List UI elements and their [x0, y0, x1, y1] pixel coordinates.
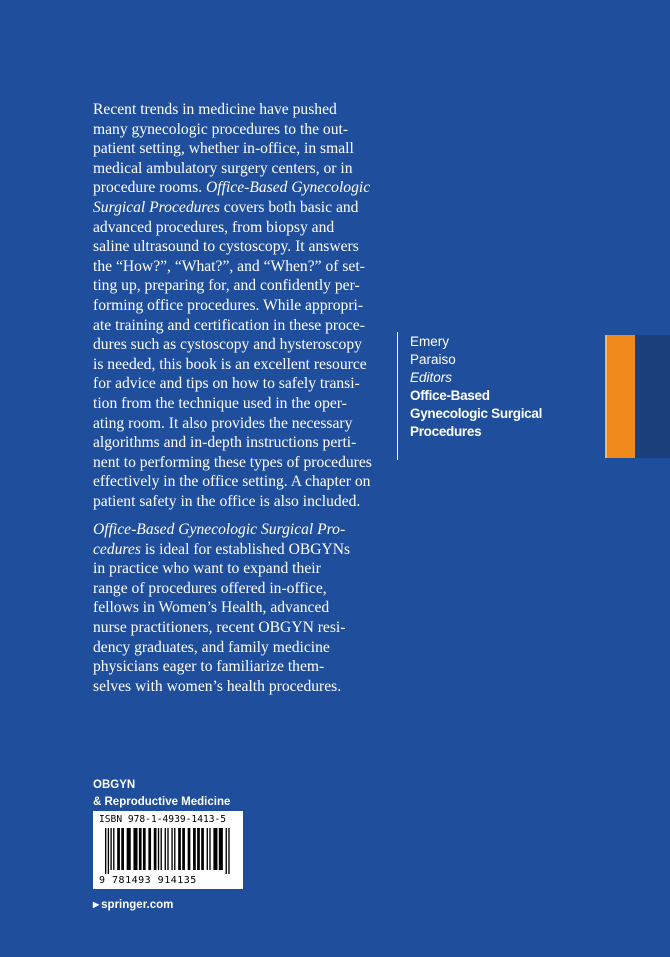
- text-line: [93, 218, 398, 238]
- text-run: nent to performing these types of procedures: [93, 453, 372, 471]
- barcode-bar: [158, 828, 159, 870]
- barcode-bar: [174, 828, 175, 870]
- text-run: tion from the technique used in the oper-: [93, 394, 347, 412]
- text-run: advanced procedures, from biopsy and: [93, 218, 335, 236]
- barcode-bar: [133, 828, 137, 870]
- barcode-bar: [165, 828, 166, 870]
- text-line: [93, 316, 398, 336]
- book-title-line: Gynecologic Surgical: [410, 406, 543, 421]
- barcode-bar: [108, 828, 109, 874]
- text-run: physicians eager to familiarize them-: [93, 658, 325, 676]
- text-run: many gynecologic procedures to the out-: [93, 120, 349, 138]
- barcode-bar: [209, 828, 210, 870]
- text-run: forming office procedures. While appropri-: [93, 296, 364, 314]
- book-meta-block: [410, 333, 542, 441]
- text-line: [93, 335, 398, 355]
- text-line: [93, 453, 398, 473]
- text-run: is needed, this book is an excellent resource: [93, 355, 367, 373]
- category-line: OBGYN: [93, 779, 136, 791]
- text-line: [93, 355, 398, 375]
- text-run: nurse practitioners, recent OBGYN resi-: [93, 618, 346, 636]
- barcode-bar: [178, 828, 181, 870]
- text-run: procedure rooms.: [93, 179, 207, 197]
- barcode-bar: [219, 828, 223, 870]
- text-line: [93, 472, 398, 492]
- text-run: effectively in the office setting. A chapter on: [93, 473, 371, 491]
- italic-title-text: Surgical Procedures: [93, 198, 220, 216]
- barcode-bar: [171, 828, 172, 870]
- barcode-bar: [207, 828, 208, 870]
- barcode-bar: [121, 828, 124, 870]
- text-run: ate training and certification in these proce-: [93, 316, 365, 334]
- text-line: [93, 638, 398, 658]
- text-run: patient safety in the office is also included.: [93, 492, 361, 510]
- barcode-digits: 9 781493 914135: [99, 875, 197, 886]
- italic-title-text: cedures: [93, 540, 141, 558]
- text-run: for advice and tips on how to safely transi-: [93, 375, 360, 393]
- text-line: [93, 579, 398, 599]
- barcode-bar: [201, 828, 204, 870]
- barcode-bar: [197, 828, 200, 870]
- barcode-bar: [228, 828, 229, 874]
- barcode-bar: [193, 828, 196, 870]
- text-run: dures such as cystoscopy and hysteroscopy: [93, 336, 362, 354]
- arrow-icon: ▶: [93, 900, 100, 909]
- barcode-bar: [117, 828, 120, 870]
- text-run: fellows in Women’s Health, advanced: [93, 599, 330, 617]
- text-line: [93, 677, 398, 697]
- author-name: Emery: [410, 334, 450, 349]
- text-run: the “How?”, “What?”, and “When?” of set-: [93, 257, 365, 275]
- barcode-bar: [148, 828, 151, 870]
- text-line: [93, 540, 398, 560]
- barcode-bar: [161, 828, 162, 870]
- text-line: [93, 374, 398, 394]
- subject-category: [93, 777, 230, 811]
- text-line: [93, 657, 398, 677]
- text-run: ating room. It also provides the necessary: [93, 414, 353, 432]
- text-line: [93, 257, 398, 277]
- text-run: patient setting, whether in-office, in small: [93, 140, 354, 158]
- text-line: [93, 559, 398, 579]
- text-line: [93, 394, 398, 414]
- barcode-bar: [143, 828, 146, 870]
- text-line: [93, 296, 398, 316]
- text-run: selves with women’s health procedures.: [93, 677, 342, 695]
- text-line: [93, 198, 398, 218]
- text-run: medical ambulatory surgery centers, or in: [93, 159, 353, 177]
- text-run: covers both basic and: [219, 198, 359, 216]
- text-run: algorithms and in-depth instructions perti-: [93, 434, 357, 452]
- text-run: is ideal for established OBGYNs: [140, 540, 351, 558]
- isbn-barcode: [93, 811, 243, 889]
- description-paragraph-2: [93, 520, 398, 696]
- text-line: [93, 492, 398, 512]
- category-line: & Reproductive Medicine: [93, 796, 231, 808]
- text-line: [93, 414, 398, 434]
- barcode-bar: [182, 828, 185, 870]
- text-line: [93, 100, 398, 120]
- barcode-bar: [110, 828, 111, 870]
- text-line: [93, 520, 398, 540]
- barcode-bars: [105, 828, 233, 874]
- text-run: ting up, preparing for, and confidently per-: [93, 277, 360, 295]
- text-run: Recent trends in medicine have pushed: [93, 101, 337, 118]
- publisher-url: springer.com: [101, 899, 174, 911]
- italic-title-text: Office-Based Gynecologic Surgical Pro-: [93, 521, 346, 538]
- text-line: [93, 433, 398, 453]
- dark-accent-bar: [635, 335, 670, 458]
- description-paragraph-1: [93, 100, 398, 511]
- text-line: [93, 139, 398, 159]
- author-name: Paraiso: [410, 352, 456, 367]
- editors-label: Editors: [410, 370, 453, 385]
- text-line: [93, 276, 398, 296]
- text-run: dency graduates, and family medicine: [93, 638, 330, 656]
- barcode-bar: [127, 828, 131, 870]
- italic-title-text: Office-Based Gynecologic: [206, 179, 371, 197]
- barcode-bar: [139, 828, 142, 870]
- text-run: in practice who want to expand their: [93, 560, 321, 578]
- text-line: [93, 120, 398, 140]
- barcode-bar: [188, 828, 191, 870]
- barcode-bar: [113, 828, 114, 870]
- orange-accent-bar: [607, 335, 635, 458]
- book-title-line: Office-Based: [410, 388, 490, 403]
- divider-rule: [397, 332, 398, 460]
- text-line: [93, 618, 398, 638]
- text-line: [93, 159, 398, 179]
- barcode-bar: [213, 828, 217, 870]
- text-run: range of procedures offered in-office,: [93, 579, 327, 597]
- publisher-link[interactable]: [93, 899, 173, 911]
- text-line: [93, 237, 398, 257]
- barcode-bar: [105, 828, 106, 874]
- barcode-bar: [167, 828, 168, 870]
- barcode-bar: [226, 828, 227, 874]
- text-run: saline ultrasound to cystoscopy. It answers: [93, 238, 359, 256]
- isbn-label: ISBN 978-1-4939-1413-5: [99, 814, 227, 825]
- text-line: [93, 598, 398, 618]
- text-line: [93, 178, 398, 198]
- book-title-line: Procedures: [410, 424, 482, 439]
- barcode-bar: [154, 828, 157, 870]
